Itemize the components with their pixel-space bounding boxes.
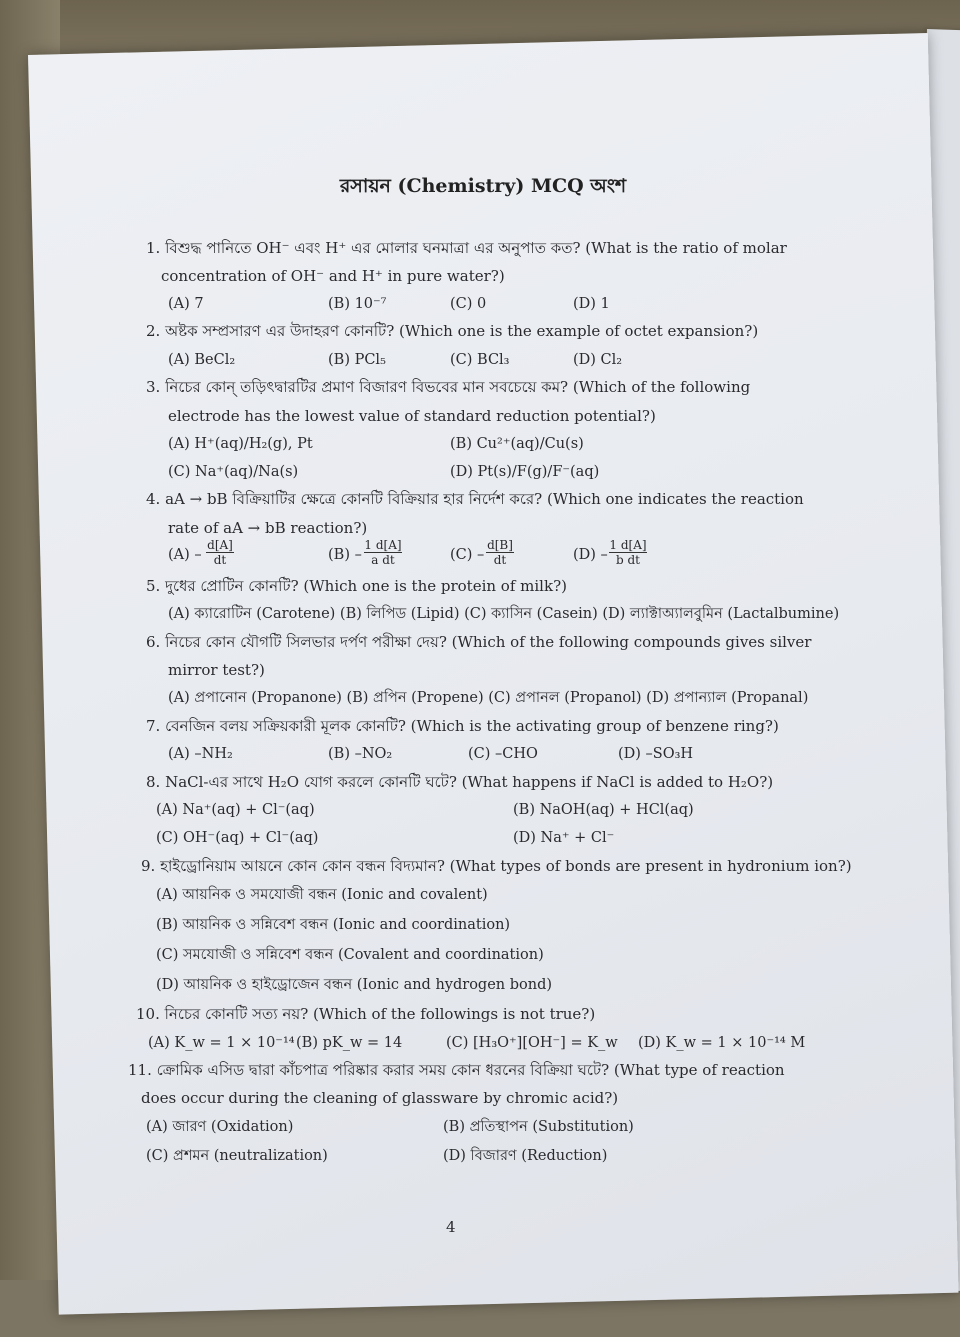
q8-option-a: (A) Na⁺(aq) + Cl⁻(aq) — [156, 802, 315, 818]
q3-option-b: (B) Cu²⁺(aq)/Cu(s) — [450, 436, 584, 452]
q11-option-a: (A) জারণ (Oxidation) — [146, 1119, 294, 1135]
q2-option-a: (A) BeCl₂ — [168, 352, 236, 368]
q2-option-c: (C) BCl₃ — [450, 352, 510, 368]
question-8-text: 8. NaCl-এর সাথে H₂O যোগ করলে কোনটি ঘটে? (What happens if NaCl is added to H₂O?) — [146, 773, 774, 791]
q6-options: (A) প্রপানোন (Propanone) (B) প্রপিন (Propene) (C) প্রপানল (Propanol) (D) প্রপান্যাল (Propanal) — [168, 690, 809, 706]
q11-option-c: (C) প্রশমন (neutralization) — [146, 1148, 328, 1164]
q4-option-c-denominator: dt — [493, 553, 507, 567]
q5-options: (A) ক্যারোটিন (Carotene) (B) লিপিড (Lipid) (C) ক্যাসিন (Casein) (D) ল্যাক্টাঅ্যালবুমিন (Lactalbumine) — [168, 606, 840, 622]
q2-option-d: (D) Cl₂ — [573, 352, 623, 368]
q7-option-a: (A) –NH₂ — [168, 746, 233, 762]
q1-option-a: (A) 7 — [168, 296, 204, 312]
q4-option-a-denominator: dt — [213, 553, 227, 567]
q4-option-b-label: (B) – — [328, 547, 362, 563]
q7-option-d: (D) –SO₃H — [618, 746, 694, 762]
q4-option-b-denominator: a dt — [371, 553, 395, 567]
q2-option-b: (B) PCl₅ — [328, 352, 386, 368]
question-4-text: 4. aA → bB বিক্রিয়াটির ক্ষেত্রে কোনটি বিক্রিয়ার হার নির্দেশ করে? (Which one indicates the reaction — [146, 490, 804, 508]
q4-option-c-label: (C) – — [450, 547, 485, 563]
q8-option-c: (C) OH⁻(aq) + Cl⁻(aq) — [156, 830, 319, 846]
question-3-text: 3. নিচের কোন্‌ তড়িৎদ্বারটির প্রমাণ বিজারণ বিভবের মান সবচেয়ে কম? (Which of the following — [146, 378, 751, 396]
question-7-text: 7. বেনজিন বলয় সক্রিয়কারী মূলক কোনটি? (Which is the activating group of benzene ring?) — [146, 717, 779, 735]
question-11-text: 11. ক্রোমিক এসিড দ্বারা কাঁচপাত্র পরিষ্কার করার সময় কোন ধরনের বিক্রিয়া ঘটে? (What type of reaction — [128, 1061, 785, 1079]
question-2-text: 2. অষ্টক সম্প্রসারণ এর উদাহরণ কোনটি? (Which one is the example of octet expansion?) — [146, 322, 759, 340]
q4-option-b-numerator: 1 d[A] — [364, 538, 402, 552]
question-5-text: 5. দুধের প্রোটিন কোনটি? (Which one is the protein of milk?) — [146, 577, 567, 595]
question-3-text-cont: electrode has the lowest value of standard reduction potential?) — [168, 407, 656, 425]
q4-option-c-numerator: d[B] — [487, 538, 513, 552]
q9-option-b: (B) আয়নিক ও সন্নিবেশ বন্ধন (Ionic and coordination) — [156, 917, 511, 933]
question-11-text-cont: does occur during the cleaning of glassware by chromic acid?) — [141, 1089, 619, 1107]
q4-option-d-numerator: 1 d[A] — [609, 538, 647, 552]
q8-option-b: (B) NaOH(aq) + HCl(aq) — [513, 802, 694, 818]
q4-option-a-numerator: d[A] — [207, 538, 233, 552]
q7-option-b: (B) –NO₂ — [328, 746, 393, 762]
q7-option-c: (C) –CHO — [468, 746, 538, 762]
question-6-text-cont: mirror test?) — [168, 661, 265, 679]
q1-option-d: (D) 1 — [573, 296, 610, 312]
q3-option-d: (D) Pt(s)/F(g)/F⁻(aq) — [450, 464, 600, 480]
q10-option-d: (D) K_w = 1 × 10⁻¹⁴ M — [638, 1035, 806, 1051]
q9-option-a: (A) আয়নিক ও সমযোজী বন্ধন (Ionic and covalent) — [156, 887, 488, 903]
section-title: রসায়ন (Chemistry) MCQ অংশ — [339, 175, 627, 197]
q11-option-d: (D) বিজারণ (Reduction) — [443, 1148, 608, 1164]
question-9-text: 9. হাইড্রোনিয়াম আয়নে কোন কোন বন্ধন বিদ্যমান? (What types of bonds are present in hydronium ion?) — [141, 857, 852, 875]
q9-option-d: (D) আয়নিক ও হাইড্রোজেন বন্ধন (Ionic and hydrogen bond) — [156, 977, 553, 993]
q1-option-c: (C) 0 — [450, 296, 487, 312]
q11-option-b: (B) প্রতিস্থাপন (Substitution) — [443, 1119, 634, 1135]
question-1-text: 1. বিশুদ্ধ পানিতে OH⁻ এবং H⁺ এর মোলার ঘনমাত্রা এর অনুপাত কত? (What is the ratio of molar — [146, 239, 787, 257]
q10-option-a: (A) K_w = 1 × 10⁻¹⁴ — [148, 1035, 295, 1051]
exam-sheet — [28, 33, 959, 1315]
q4-option-a-label: (A) – — [168, 547, 202, 563]
q4-option-d-denominator: b dt — [616, 553, 640, 567]
q1-option-b: (B) 10⁻⁷ — [328, 296, 387, 312]
q10-option-b: (B) pK_w = 14 — [296, 1035, 403, 1051]
q3-option-c: (C) Na⁺(aq)/Na(s) — [168, 464, 299, 480]
page-number: 4 — [446, 1218, 456, 1236]
question-6-text: 6. নিচের কোন যৌগটি সিলভার দর্পণ পরীক্ষা দেয়? (Which of the following compounds gives silver — [146, 633, 812, 651]
q4-option-d-label: (D) – — [573, 547, 608, 563]
q9-option-c: (C) সমযোজী ও সন্নিবেশ বন্ধন (Covalent and coordination) — [156, 947, 544, 963]
question-1-text-cont: concentration of OH⁻ and H⁺ in pure water?) — [161, 267, 505, 285]
question-4-text-cont: rate of aA → bB reaction?) — [168, 519, 368, 537]
q10-option-c: (C) [H₃O⁺][OH⁻] = K_w — [446, 1035, 618, 1051]
question-10-text: 10. নিচের কোনটি সত্য নয়? (Which of the followings is not true?) — [136, 1005, 596, 1023]
q3-option-a: (A) H⁺(aq)/H₂(g), Pt — [168, 436, 313, 452]
q8-option-d: (D) Na⁺ + Cl⁻ — [513, 830, 615, 846]
